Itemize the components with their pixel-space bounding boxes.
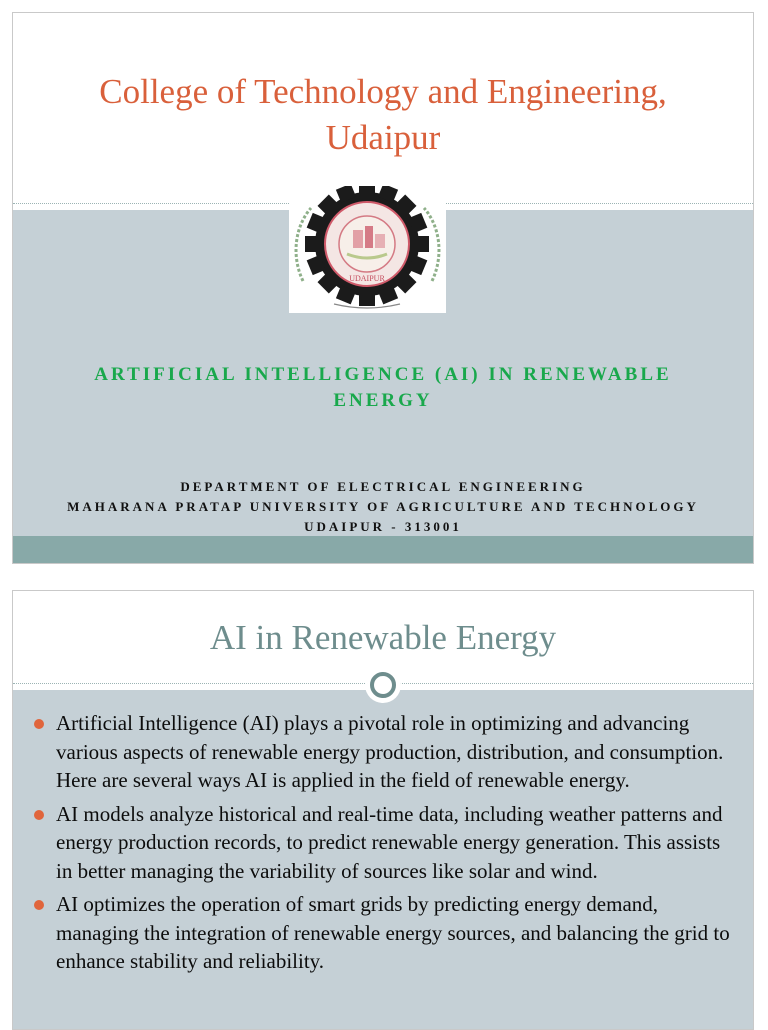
university-name: MAHARANA PRATAP UNIVERSITY OF AGRICULTURE AND TECHNOLOGY [67,499,699,514]
circle-ornament-icon [365,667,401,703]
college-title: College of Technology and Engineering, Udaipur [99,72,667,157]
department-info [13,477,753,537]
title-slide [12,12,754,564]
bullet-icon [34,810,44,820]
university-address: UDAIPUR - 313001 [304,519,462,534]
bullet-icon [34,900,44,910]
department-name: DEPARTMENT OF ELECTRICAL ENGINEERING [180,479,586,494]
content-slide [12,590,754,1030]
list-item: AI optimizes the operation of smart grids by predicting energy demand, managing the integration of renewable energy sources, and balancing the grid to enhance stability and reliability. [31,890,731,976]
list-item: Artificial Intelligence (AI) plays a pivotal role in optimizing and advancing various aspects of renewable energy production, distribution, and consumption. Here are several ways AI is applied in the field of renewable energy. [31,709,731,795]
gear-emblem-icon [289,186,446,313]
slide-title: AI in Renewable Energy [209,618,557,657]
svg-text:UDAIPUR: UDAIPUR [349,274,385,283]
bullet-icon [34,719,44,729]
college-logo [289,186,446,313]
presentation-subtitle: ARTIFICIAL INTELLIGENCE (AI) IN RENEWABLE ENERGY [94,364,672,411]
list-item: AI models analyze historical and real-time data, including weather patterns and energy production records, to predict renewable energy generation. This assists in better managing the variability of sources like solar and wind. [31,800,731,886]
slide-footer-band [13,536,753,563]
bullet-list [31,709,731,981]
